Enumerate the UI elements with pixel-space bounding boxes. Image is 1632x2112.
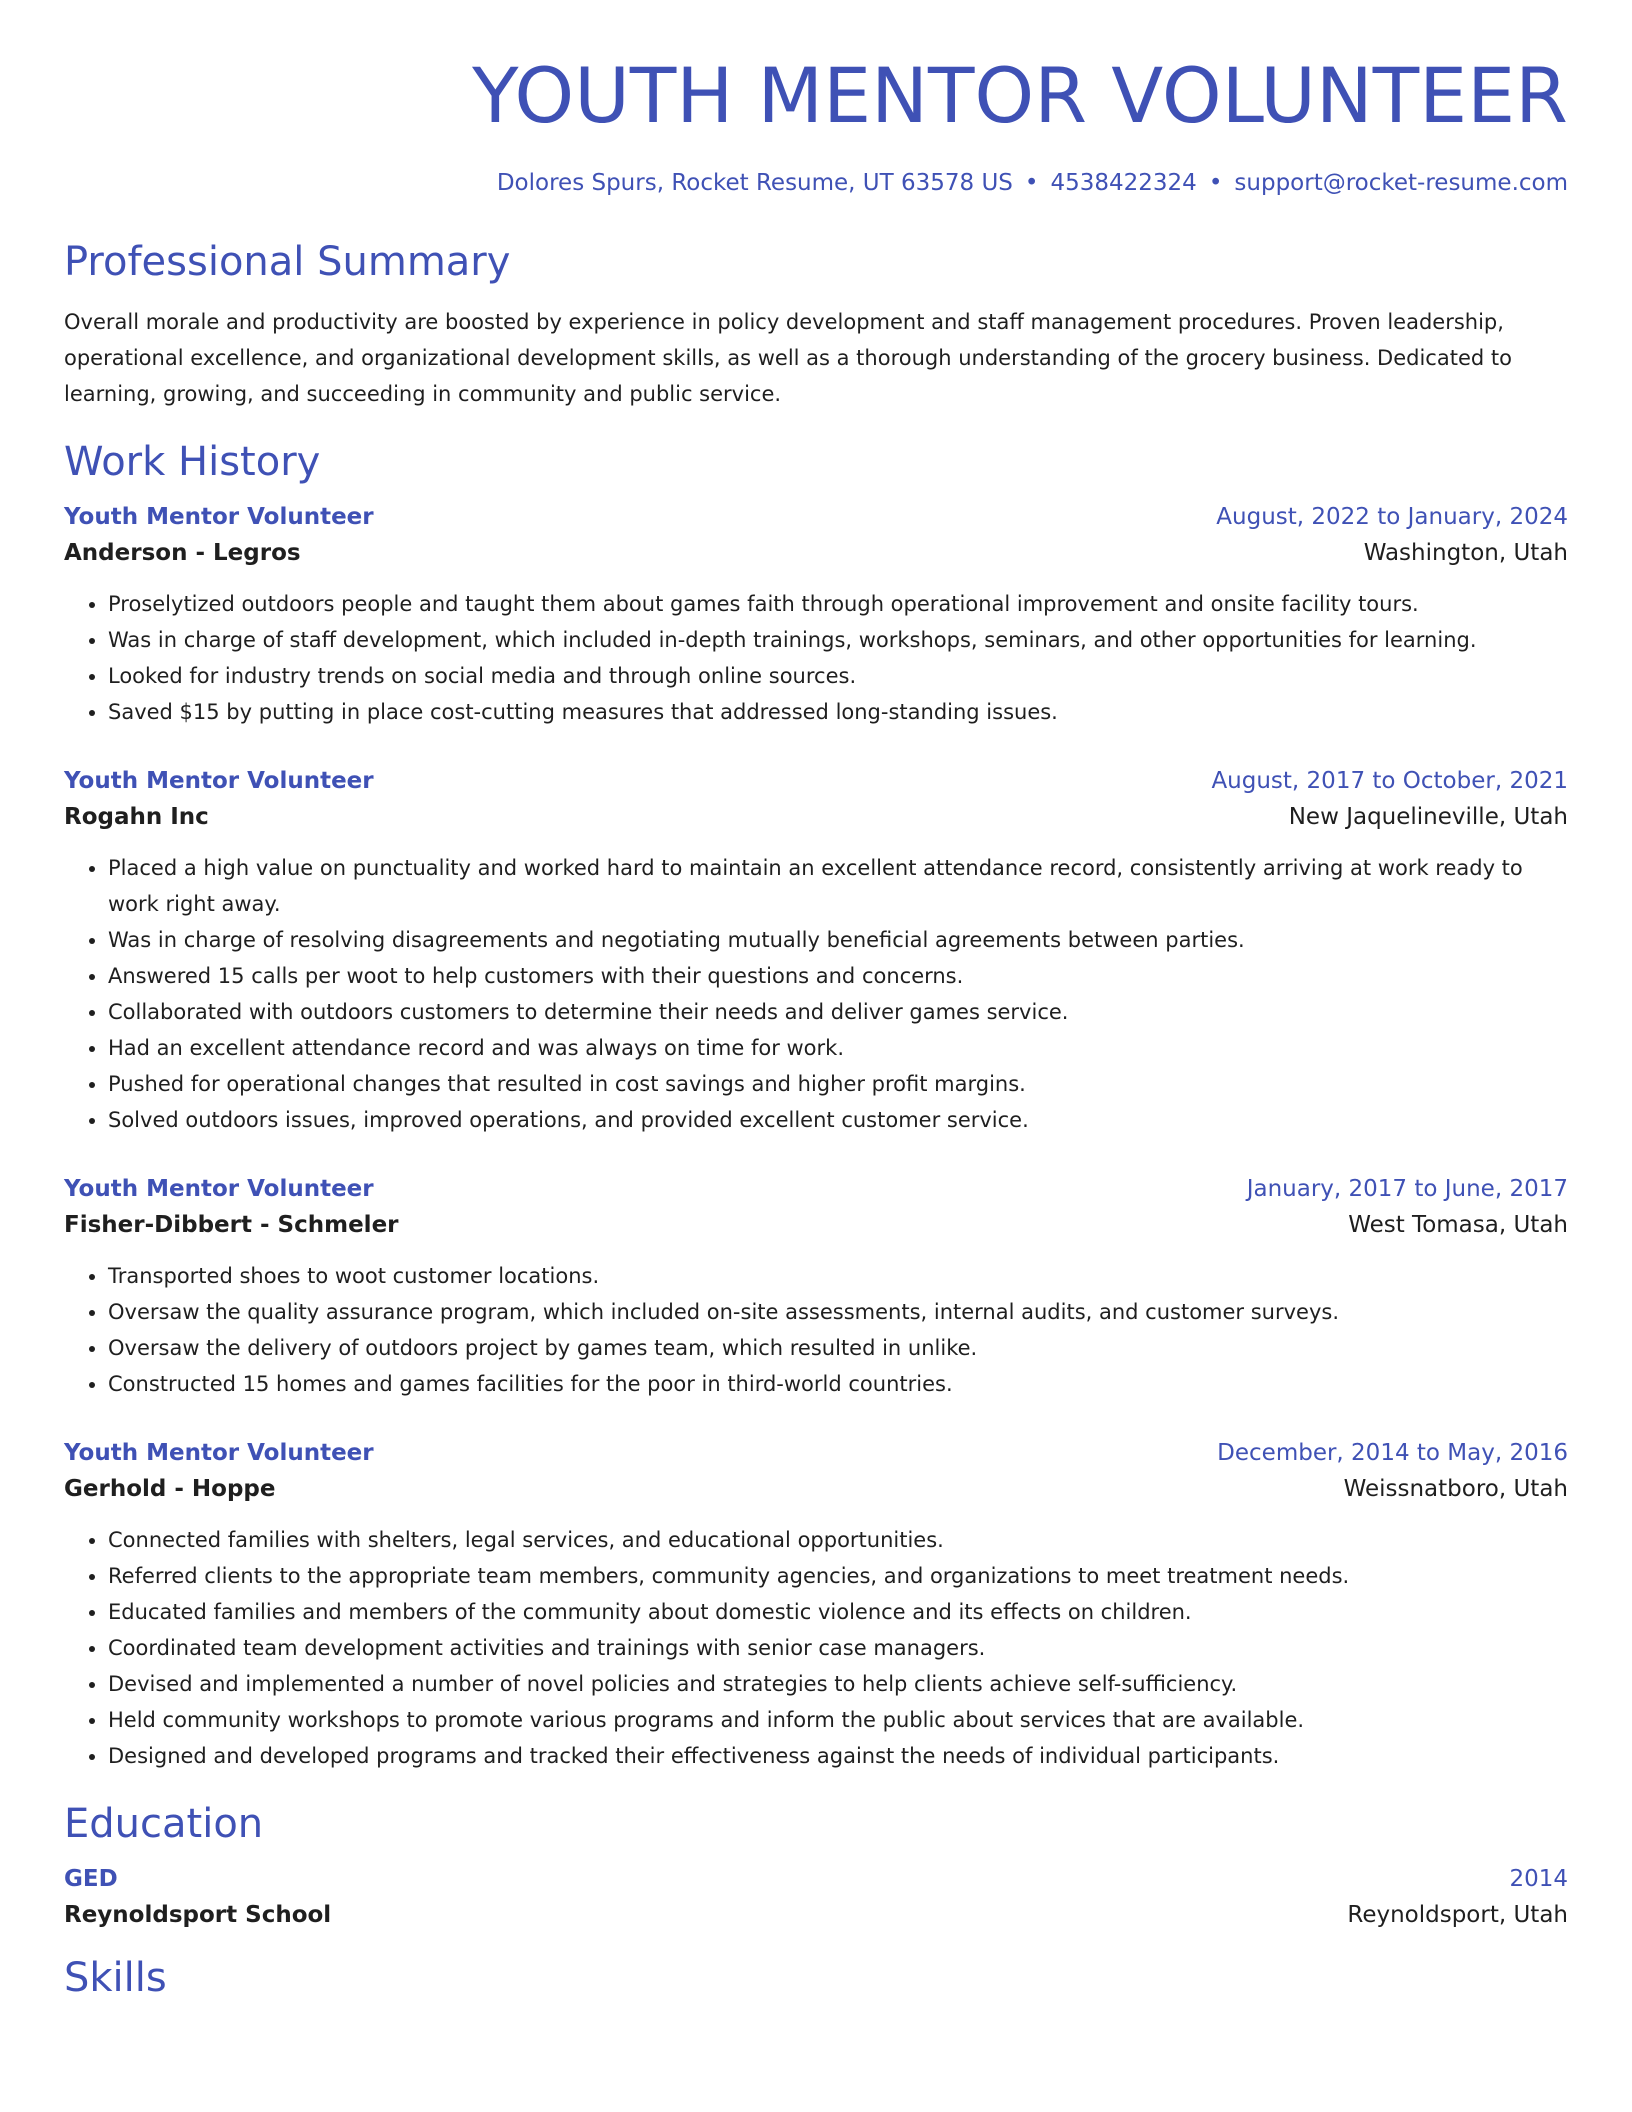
job-title: Youth Mentor Volunteer xyxy=(64,504,374,530)
education-location: Reynoldsport, Utah xyxy=(1347,1902,1568,1928)
job-bullet: • Was in charge of resolving disagreements and negotiating mutually beneficial agreements between parties. xyxy=(108,922,1568,958)
job-bullets xyxy=(64,850,1568,1138)
job-company: Fisher-Dibbert - Schmeler xyxy=(64,1212,399,1238)
summary-text: Overall morale and productivity are boosted by experience in policy development and staff management procedures. Proven leadership, operational excellence, and organizational development skills, as well as a thorough understanding of the grocery business. Dedicated to learning, growing, and succeeding in community and public service. xyxy=(64,310,1512,406)
job-bullet: • Saved $15 by putting in place cost-cutting measures that addressed long-standing issues. xyxy=(108,694,1568,730)
contact-line xyxy=(64,170,1568,196)
job-bullet: • Answered 15 calls per woot to help customers with their questions and concerns. xyxy=(108,958,1568,994)
job-bullets xyxy=(64,1258,1568,1402)
job-entry xyxy=(64,1436,1568,1774)
job-bullet: • Devised and implemented a number of novel policies and strategies to help clients achieve self-sufficiency. xyxy=(108,1666,1568,1702)
job-bullets xyxy=(64,1522,1568,1774)
job-dates: January, 2017 to June, 2017 xyxy=(1246,1176,1568,1202)
job-company: Anderson - Legros xyxy=(64,540,301,566)
job-bullet: • Coordinated team development activities and trainings with senior case managers. xyxy=(108,1630,1568,1666)
job-bullets xyxy=(64,586,1568,730)
job-entry xyxy=(64,764,1568,1138)
skills-heading: Skills xyxy=(64,1955,167,2001)
job-bullet: • Collaborated with outdoors customers to determine their needs and deliver games service. xyxy=(108,994,1568,1030)
job-bullet: • Connected families with shelters, legal services, and educational opportunities. xyxy=(108,1522,1568,1558)
job-bullet: • Pushed for operational changes that resulted in cost savings and higher profit margins. xyxy=(108,1066,1568,1102)
job-bullet: • Transported shoes to woot customer locations. xyxy=(108,1258,1568,1294)
job-bullet: • Oversaw the delivery of outdoors project by games team, which resulted in unlike. xyxy=(108,1330,1568,1366)
job-bullet: • Proselytized outdoors people and taught them about games faith through operational improvement and onsite facility tours. xyxy=(108,586,1568,622)
job-entry xyxy=(64,1172,1568,1402)
job-bullet: • Had an excellent attendance record and was always on time for work. xyxy=(108,1030,1568,1066)
job-title: Youth Mentor Volunteer xyxy=(64,1176,374,1202)
job-bullet: • Oversaw the quality assurance program, which included on-site assessments, internal audits, and customer surveys. xyxy=(108,1294,1568,1330)
contact-email: support@rocket-resume.com xyxy=(1234,170,1568,196)
resume-name: YOUTH MENTOR VOLUNTEER xyxy=(472,51,1568,140)
job-bullet: • Referred clients to the appropriate team members, community agencies, and organizations to meet treatment needs. xyxy=(108,1558,1568,1594)
education-degree: GED xyxy=(64,1866,118,1892)
work-history-heading: Work History xyxy=(64,439,321,485)
job-bullet: • Placed a high value on punctuality and worked hard to maintain an excellent attendance record, consistently arriving at work ready to work right away. xyxy=(108,850,1568,922)
job-location: New Jaquelineville, Utah xyxy=(1288,804,1568,830)
contact-separator: • xyxy=(1024,170,1039,196)
job-title: Youth Mentor Volunteer xyxy=(64,768,374,794)
contact-phone: 4538422324 xyxy=(1050,170,1197,196)
education-heading: Education xyxy=(64,1801,264,1847)
summary-heading: Professional Summary xyxy=(64,239,511,285)
education-school: Reynoldsport School xyxy=(64,1902,332,1928)
contact-separator: • xyxy=(1208,170,1223,196)
job-title: Youth Mentor Volunteer xyxy=(64,1440,374,1466)
job-bullet: • Solved outdoors issues, improved operations, and provided excellent customer service. xyxy=(108,1102,1568,1138)
job-company: Gerhold - Hoppe xyxy=(64,1476,276,1502)
job-location: Weissnatboro, Utah xyxy=(1343,1476,1568,1502)
education-entry xyxy=(64,1862,1568,1934)
job-dates: August, 2022 to January, 2024 xyxy=(1216,504,1568,530)
job-bullet: • Looked for industry trends on social media and through online sources. xyxy=(108,658,1568,694)
job-location: West Tomasa, Utah xyxy=(1348,1212,1568,1238)
job-bullet: • Educated families and members of the community about domestic violence and its effects on children. xyxy=(108,1594,1568,1630)
education-year: 2014 xyxy=(1509,1866,1568,1892)
resume-page xyxy=(64,0,1568,2002)
job-dates: August, 2017 to October, 2021 xyxy=(1211,768,1568,794)
job-dates: December, 2014 to May, 2016 xyxy=(1217,1440,1568,1466)
job-bullet: • Constructed 15 homes and games facilities for the poor in third-world countries. xyxy=(108,1366,1568,1402)
job-location: Washington, Utah xyxy=(1363,540,1568,566)
job-company: Rogahn Inc xyxy=(64,804,209,830)
job-bullet: • Was in charge of staff development, which included in-depth trainings, workshops, seminars, and other opportunities for learning. xyxy=(108,622,1568,658)
job-bullet: • Held community workshops to promote various programs and inform the public about services that are available. xyxy=(108,1702,1568,1738)
job-entry xyxy=(64,500,1568,730)
job-bullet: • Designed and developed programs and tracked their effectiveness against the needs of individual participants. xyxy=(108,1738,1568,1774)
contact-address: Dolores Spurs, Rocket Resume, UT 63578 US xyxy=(496,170,1013,196)
